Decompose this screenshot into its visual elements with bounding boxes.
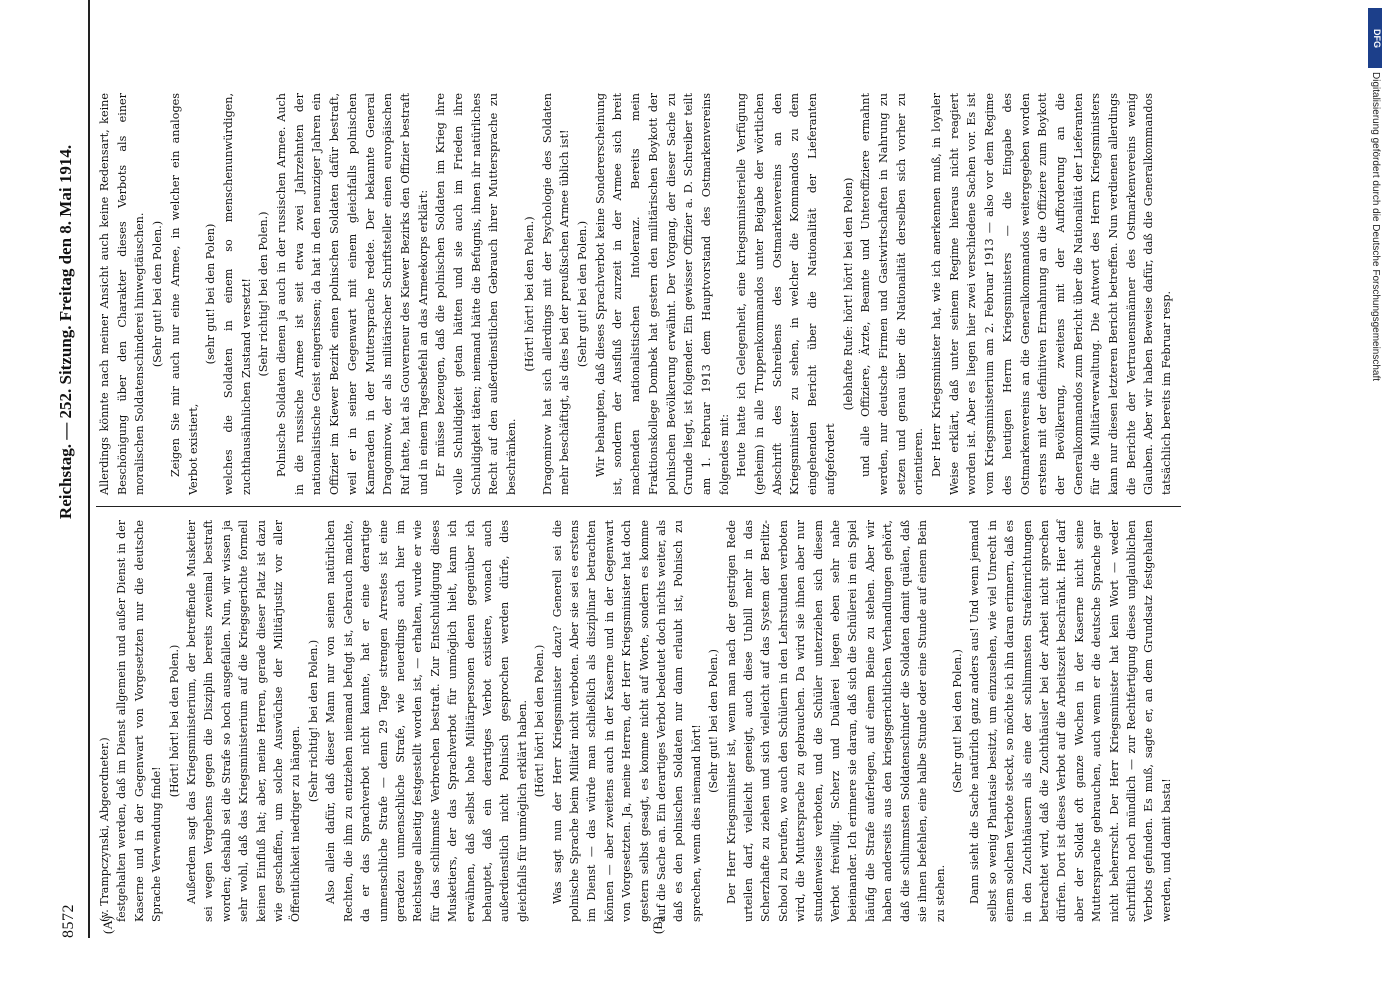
text-paragraph: Zeigen Sie mir auch nur eine Armee, in welcher ein analoges Verbot existiert, bbox=[168, 93, 200, 495]
text-paragraph: Der Herr Kriegsminister ist, wenn man nach der gestrigen Rede urteilen darf, vielleicht geneigt, auch diese Unbill mehr in das Scherzhafte zu ziehen und sich vielleicht auf das System der Berlitz-School zu berufen, wo auch den Schülern in den Lehrstunden verboten wird, die Muttersprache zu gebrauchen. Da wird sie ihnen aber nur stundenweise verboten, und die Schüler unterziehen sich diesem Verbot freiwillig. Scherz und Duälerei liegen eben sehr nahe beieinander. Ich erinnere sie daran, daß sich die Schülerei in ein Spiel häufig die Strafe auferlegen, auf einem Beine zu stehen. Aber wir haben anderseits aus den kriegsgerichtlichen Verhandlungen gehört, daß die schlimmsten Soldatenschinder die Soldaten damit quälen, daß sie ihnen befehlen, eine halbe Stunde oder eine Stunde auf einem Bein zu stehen. bbox=[724, 520, 947, 922]
page-header bbox=[52, 0, 86, 938]
left-text-column bbox=[96, 520, 1181, 922]
text-paragraph: Außerdem sagt das Kriegsministerium, der betreffende Musketier sei wegen Vergehens gegen die Disziplin bereits zweimal bestraft worden; deshalb sei die Strafe so hoch ausgefallen. Nun, wir wissen ja sehr wohl, daß das Kriegsministerium auf die Kriegsgerichte formell keinen Einfluß hat; aber, meine Herren, gerade dieser Platz ist dazu wie geschaffen, um solche Auswüchse der Militärjustiz vor aller Öffentlichkeit niedriger zu hängen. bbox=[185, 520, 303, 922]
text-paragraph: (Sehr richtig! bei den Polen.) bbox=[257, 211, 271, 377]
text-paragraph: (Sehr gut! bei den Polen.) bbox=[707, 649, 721, 793]
text-paragraph: (Hört! hört! bei den Polen.) bbox=[167, 644, 181, 798]
digitization-stamp bbox=[1368, 8, 1382, 992]
text-paragraph: Dragomirow hat sich allerdings mit der Psychologie des Soldaten mehr beschäftigt, als dies bei der preußischen Armee üblich ist! bbox=[540, 93, 572, 495]
page-number: 8572 bbox=[60, 904, 77, 938]
text-paragraph: (sehr gut! bei den Polen) bbox=[204, 223, 218, 365]
text-paragraph: (Sehr gut! bei den Polen.) bbox=[151, 220, 165, 368]
text-paragraph: Was sagt nun der Herr Kriegsminister dazu? Generell sei die polnische Sprache beim Militär nicht verboten. Aber sie sei es erstens im Dienst — das würde man schließlich als disziplinar betrachten können — aber zweitens auch in der Kaserne und in der Gegenwart von Vorgesetzten. Ja, meine Herren, der Herr Kriegsminister hat doch gestern selbst gesagt, es komme nicht auf Worte, sondern es komme auf die Sache an. Ein derartiges Verbot bedeutet doch nichts weiter, als daß es den polnischen Soldaten nur dann erlaubt ist, Polnisch zu sprechen, wenn dies niemand hört! bbox=[550, 520, 703, 922]
digitization-credit: Digitalisierung gefördert durch die Deutsche Forschungsgemeinschaft bbox=[1370, 72, 1381, 382]
text-paragraph: (v. Trampczynski, Abgeordneter.) bbox=[98, 737, 111, 922]
text-paragraph: Er müsse bezeugen, daß die polnischen Soldaten im Krieg ihre volle Schuldigkeit getan hätten und sie auch im Frieden ihre Schuldigkeit täten; niemand hätte die Befugnis, ihnen ihr natürliches Recht auf den außerdienstlichen Gebrauch ihrer Muttersprache zu beschränken. bbox=[434, 93, 519, 495]
right-text-column bbox=[96, 93, 1181, 495]
text-paragraph: Der Herr Kriegsminister hat, wie ich anerkennen muß, in loyaler Weise erklärt, daß unter seinem Regime hieraus nicht reagiert worden ist. Aber es liegen hier zwei verschiedene Sachen vor. Es ist vom Kriegsministerium am 2. Februar 1913 — also vor dem Regime des heutigen Herrn Kriegsministers — die Eingabe des Ostmarkenvereins an die Generalkommandos weitergegeben worden erstens mit der definitiven Ermahnung an die Offiziere zum Boykott der Bevölkerung, zweitens mit der Aufforderung an die Generalkommandos zum Bericht über die Nationalität der Lieferanten für die Militärverwaltung. Die Antwort des Herrn Kriegsministers kann nur diesen letzteren Bericht betreffen. Nun verdienen allerdings die Berichte der Vertrauensmänner des Ostmarkenvereins wenig Glauben. Aber wir haben Beweise dafür, daß die Generalkommandos tatsächlich bereits im Februar resp. bbox=[930, 93, 1174, 495]
text-paragraph: (Hört! hört! bei den Polen.) bbox=[533, 644, 547, 798]
dfg-logo: DFG bbox=[1368, 8, 1382, 68]
text-paragraph: festgehalten werden, daß im Dienst allgemein und außer Dienst in der Kaserne und in der Gegenwart von Vorgesetzten nur die deutsche Sprache Verwendung finde! bbox=[115, 520, 164, 922]
text-paragraph: (lebhafte Rufe: hört! hört! bei den Polen) bbox=[841, 177, 855, 411]
text-paragraph: (Hört! hört! bei den Polen.) bbox=[522, 216, 536, 372]
running-title: Reichstag. — 252. Sitzung. Freitag den 8. Mai 1914. bbox=[56, 144, 75, 520]
text-paragraph: (Sehr richtig! bei den Polen.) bbox=[306, 639, 320, 803]
text-paragraph: (Sehr gut! bei den Polen.) bbox=[575, 220, 589, 368]
header-rule bbox=[88, 0, 90, 938]
text-paragraph: Also allein dafür, daß dieser Mann nur von seinen natürlichen Rechten, die ihm zu entziehen niemand befugt ist, Gebrauch machte, da er das Sprachverbot nicht kannte, hat er eine derartige unmenschliche Strafe — denn 29 Tage strengen Arrestes ist eine geradezu unmenschliche Strafe, wie neuerdings auch hier im Reichstage allseitig festgestellt worden ist, — erhalten, wurde er wie für das schlimmste Verbrechen bestraft. Zur Entschuldigung dieses Musketiers, der das Sprachverbot für unmöglich hielt, kann ich erwähnen, daß selbst hohe Militärpersonen denen gegenüber ich behauptet, daß ein derartiges Verbot existiere, wonach auch außerdienstlich nicht Polnisch gesprochen werden dürfe, dies gleichfalls für unmöglich erklärt haben. bbox=[324, 520, 529, 922]
text-paragraph: und alle Offiziere, Ärzte, Beamte und Unteroffiziere ermahnt werden, nur deutsche Firmen und Gastwirtschaften in Nahrung zu setzen und genau über die Nationalität derselben sich vorher zu orientieren. bbox=[859, 93, 926, 495]
text-paragraph: Allerdings könnte nach meiner Ansicht auch keine Redensart, keine Beschönigung über den Charakter dieses Verbots als einer moralischen Soldatenschinderei hinwegtäuschen. bbox=[98, 93, 147, 495]
text-paragraph: welches die Soldaten in einem so menschenunwürdigen, zuchthausähnlichen Zustand versetzt! bbox=[221, 93, 253, 495]
text-paragraph: Polnische Soldaten dienen ja auch in der russischen Armee. Auch in die russische Armee ist seit etwa zwei Jahrzehnten der nationalistische Geist eingerissen; da hat in den neunziger Jahren ein Offizier im Kiewer Bezirk einen polnischen Soldaten dafür bestraft, weil er in seiner Gegenwart mit einem gleichfalls polnischen Kameraden in der Muttersprache redete. Der bekannte General Dragomirow, der als militärischer Schriftsteller einen europäischen Ruf hatte, hat als Gouverneur des Kiewer Bezirks den Offizier bestraft und in einem Tagesbefehl an das Armeekorps erklärt: bbox=[275, 93, 430, 495]
column-divider bbox=[96, 506, 1181, 507]
text-paragraph: Wir behaupten, daß dieses Sprachverbot keine Sondererscheinung ist, sondern der Ausfluß der zurzeit in der Armee sich breit machenden nationalistischen Intoleranz. Bereits mein Fraktionskollege Dombek hat gestern den militärischen Boykott der polnischen Bevölkerung erwähnt. Der Vorgang, der dieser Sache zu Grunde liegt, ist folgender. Ein gewisser Offizier a. D. Schreiber teilt am 1. Februar 1913 dem Hauptvorstand des Ostmarkenvereins folgendes mit: bbox=[593, 93, 731, 495]
text-paragraph: Dann sieht die Sache natürlich ganz anders aus! Und wenn jemand selbst so wenig Phantasie besitzt, um einzusehen, wie viel Unrecht in einem solchen Verbote steckt, so möchte ich ihn daran erinnern, daß es in den Zuchthäusern als eine der schlimmsten Strafeinrichtungen betrachtet wird, daß die Zuchthäusler bei der Arbeit nicht sprechen dürfen. Dort ist dieses Verbot auf die Arbeitszeit beschränkt. Hier darf aber der Soldat oft ganze Wochen in der Kaserne nicht seine Muttersprache gebrauchen, auch wenn er die deutsche Sprache gar nicht beherrscht. Der Herr Kriegsminister hat kein Wort — weder schriftlich noch mündlich — zur Rechtfertigung dieses unglaublichen Verbots gefunden. Es muß, sagte er, an dem Grundsatz festgehalten werden, und damit basta! bbox=[968, 520, 1173, 922]
margin-marker-a: (A) bbox=[100, 915, 115, 934]
margin-marker-b: (B) bbox=[650, 916, 665, 934]
text-paragraph: Heute hatte ich Gelegenheit, eine kriegsministerielle Verfügung (geheim) in alle Truppenkommandos unter Beigabe der wörtlichen Abschrift des Schreibens des Ostmarkenvereins an den Kriegsminister zu sehen, in welcher die Kommandos zu dem eingehenden Bericht über die Nationalität der Lieferanten aufgefordert bbox=[735, 93, 837, 495]
text-paragraph: (Sehr gut! bei den Polen.) bbox=[950, 649, 964, 793]
